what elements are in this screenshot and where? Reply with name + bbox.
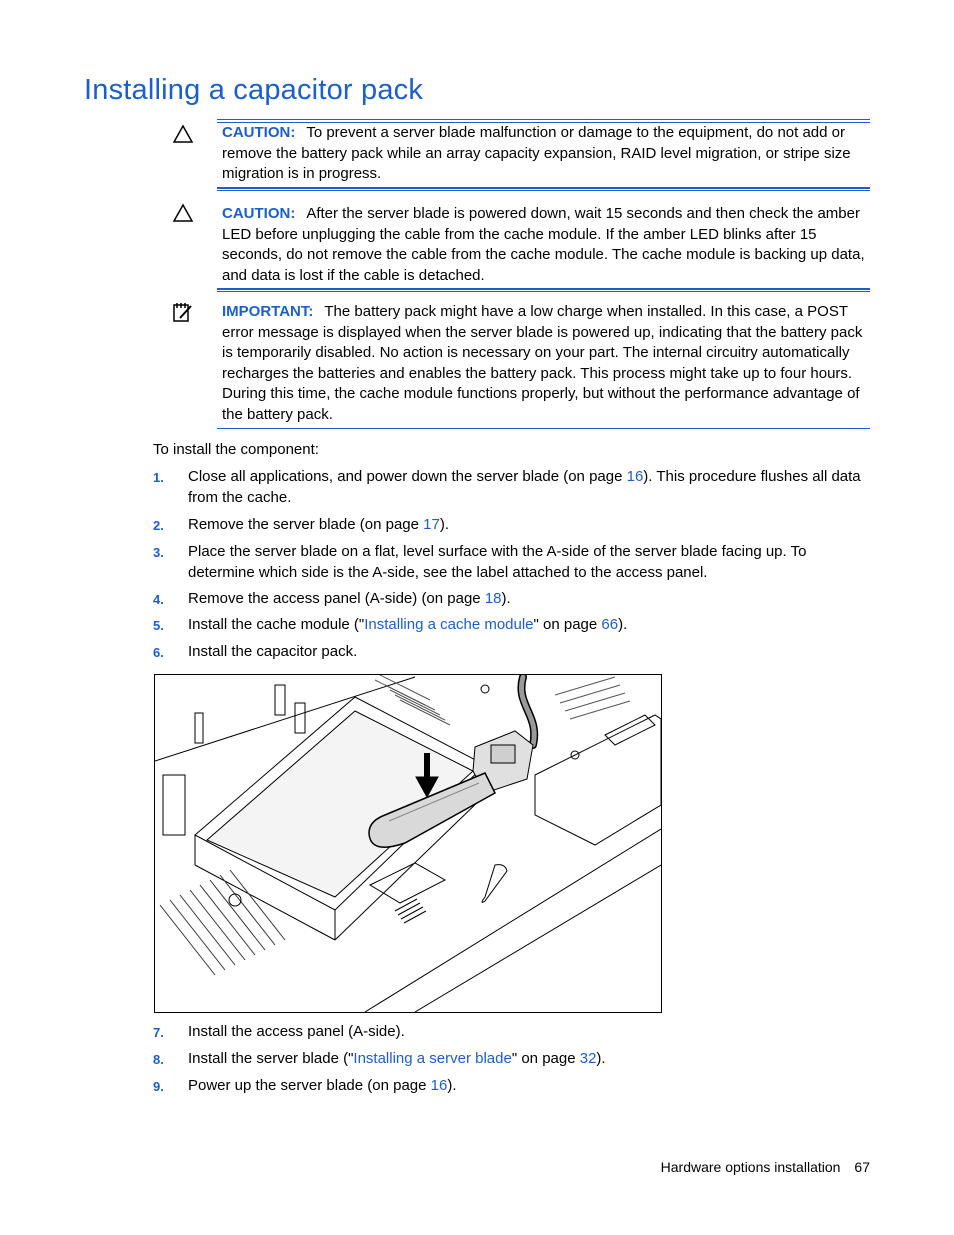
step-text: ). [501, 590, 511, 607]
caution-text: To prevent a server blade malfunction or damage to the equipment, do not add or remove the battery pack while an array capacity expansion, RAID level migration, or stripe size migration is in progress. [222, 124, 851, 182]
important-text: The battery pack might have a low charge when installed. In this case, a POST error message is displayed when the server blade is powered up, indicating that the battery pack is temporarily disabled. No action is necessary on your part. The internal circuitry automatically recharges the batteries and enables the battery pack. This process might take up to four hours. During this time, the cache module functions properly, but without the performance advantage of the battery pack. [222, 303, 863, 423]
step-number: 1. [153, 470, 164, 485]
caution-triangle-icon [172, 124, 194, 144]
step-text: Place the server blade on a flat, level surface with the A-side of the server blade facing up. To determine which side is the A-side, see the label attached to the access panel. [188, 543, 807, 581]
important-note-icon [172, 301, 194, 323]
step-number: 9. [153, 1079, 164, 1094]
step-text: Install the access panel (A-side). [188, 1023, 405, 1040]
step-item [153, 1049, 873, 1070]
caution-text: After the server blade is powered down, wait 15 seconds and then check the amber LED before unplugging the cable from the cache module. If the amber LED blinks after 15 seconds, do not remove the cable from the cache module. The cache module is backing up data, and data is lost if the cable is detached. [222, 205, 865, 284]
step-text: ). [596, 1050, 606, 1067]
step-text: Install the capacitor pack. [188, 643, 358, 660]
caution-tag: CAUTION: [222, 124, 296, 141]
server-blade-diagram [155, 675, 661, 1012]
page-link[interactable]: 66 [601, 616, 619, 633]
step-text: ). [447, 1077, 457, 1094]
page-footer [661, 1159, 870, 1175]
step-text: Install the server blade (" [188, 1050, 354, 1067]
step-item [153, 1076, 873, 1097]
step-item [153, 615, 873, 636]
page-link[interactable]: 17 [423, 516, 440, 533]
step-text: " on page [533, 616, 602, 633]
step-number: 5. [153, 618, 164, 633]
caution-note-2 [217, 187, 870, 290]
important-note [217, 288, 870, 429]
step-item [153, 1022, 873, 1043]
step-item [153, 467, 873, 508]
step-item [153, 515, 873, 536]
page-link[interactable]: 16 [430, 1077, 448, 1094]
section-link[interactable]: Installing a cache module [364, 616, 534, 633]
caution-note-1 [217, 119, 870, 189]
step-text: ). [439, 516, 449, 533]
step-text: ). [618, 616, 628, 633]
page-link[interactable]: 18 [484, 590, 502, 607]
page-link[interactable]: 32 [579, 1050, 597, 1067]
caution-triangle-icon [172, 203, 194, 223]
step-number: 4. [153, 592, 164, 607]
step-text: Power up the server blade (on page [188, 1077, 431, 1094]
step-text: Close all applications, and power down the server blade (on page [188, 468, 627, 485]
step-number: 8. [153, 1052, 164, 1067]
section-link[interactable]: Installing a server blade [353, 1050, 512, 1067]
page-link[interactable]: 16 [626, 468, 644, 485]
step-number: 6. [153, 645, 164, 660]
step-text: ). This procedure flushes all data from the cache. [188, 468, 861, 506]
step-text: Install the cache module (" [188, 616, 365, 633]
caution-tag: CAUTION: [222, 205, 296, 222]
capacitor-pack-illustration [154, 674, 662, 1013]
important-tag: IMPORTANT: [222, 303, 314, 320]
step-text: Remove the server blade (on page [188, 516, 424, 533]
footer-section: Hardware options installation [660, 1159, 841, 1175]
step-number: 7. [153, 1025, 164, 1040]
step-item [153, 642, 873, 663]
intro-text: To install the component: [153, 441, 319, 458]
step-item [153, 589, 873, 610]
step-text: " on page [511, 1050, 580, 1067]
step-number: 2. [153, 518, 164, 533]
step-text: Remove the access panel (A-side) (on page [188, 590, 485, 607]
page-number: 67 [854, 1159, 870, 1175]
step-item [153, 542, 873, 583]
page-title: Installing a capacitor pack [84, 74, 424, 106]
step-number: 3. [153, 545, 164, 560]
